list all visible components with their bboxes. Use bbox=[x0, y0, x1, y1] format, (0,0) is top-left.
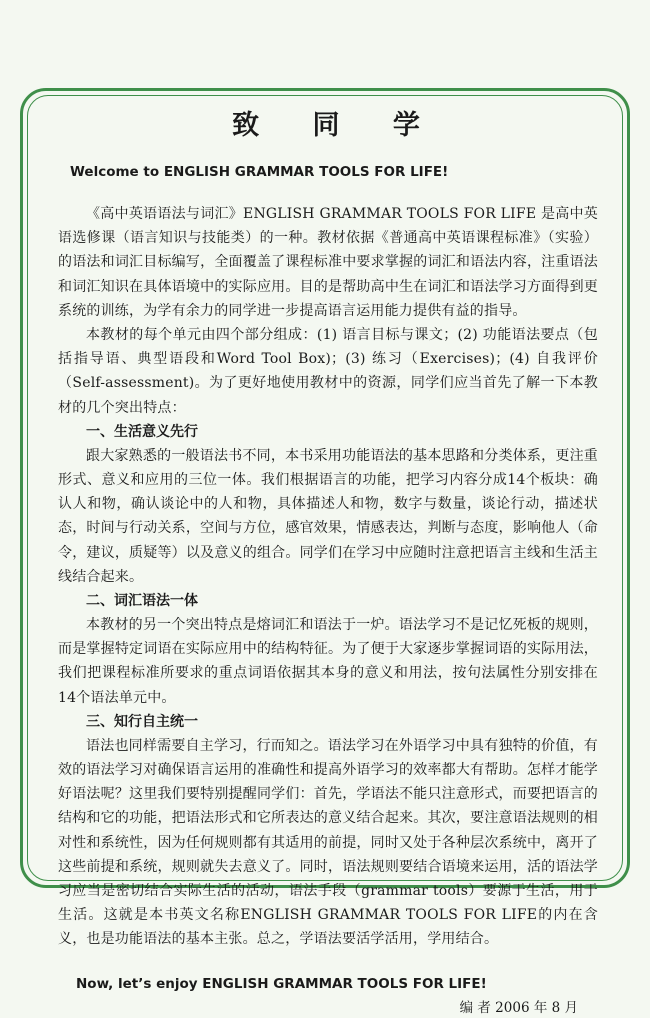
section-heading: 二、词汇语法一体 bbox=[86, 593, 198, 610]
section-paragraph: 语法也同样需要自主学习，行而知之。语法学习在外语学习中具有独特的价值，有效的语法学习对确保语言运用的准确性和提高外语学习的效率都大有帮助。怎样才能学好语法呢？这里我们要特别提醒同学们：首先，学语法不能只注意形式，而要把语言的结构和它的功能，把语法形式和它所表达的意义结合起来。其次，要注意语法规则的相对性和系统性，因为任何规则都有其适用的前提，同时又处于各种层次系统中，离开了这些前提和系统，规则就失去意义了。同时，语法规则要结合语境来运用，活的语法学习应当是密切结合实际生活的活动，语法手段（grammar tools）要源于生活，用于生活。这就是本书英文名称ENGLISH GRAMMAR TOOLS FOR LIFE的内在含义，也是功能语法的基本主张。总之，学语法要活学活用，学用结合。 bbox=[58, 737, 598, 948]
page-title: 致 同 学 bbox=[232, 110, 442, 141]
intro-paragraph: 本教材的每个单元由四个部分组成：(1) 语言目标与课文；(2) 功能语法要点（包括指导语、典型语段和Word Tool Box)；(3) 练习（Exercises)；(4) 自我评价（Self-assessment)。为了更好地使用教材中的资源，同学们应当首先了解一下本教材的几个突出特点： bbox=[58, 327, 598, 416]
signature: 编 者 2006 年 8 月 bbox=[459, 999, 578, 1016]
letter-body bbox=[58, 106, 598, 1018]
intro-paragraph: 《高中英语语法与词汇》ENGLISH GRAMMAR TOOLS FOR LIFE 是高中英语选修课（语言知识与技能类）的一种。教材依据《普通高中英语课程标准》（实验）的语法和词汇目标编写，全面覆盖了课程标准中要求掌握的词汇和语法内容，注重语法和词汇知识在具体语境中的实际应用。目的是帮助高中生在词汇和语法学习方面得到更系统的训练，为学有余力的同学进一步提高语言运用能力提供有益的指导。 bbox=[58, 206, 598, 319]
closing-line: Now, let’s enjoy ENGLISH GRAMMAR TOOLS FOR LIFE! bbox=[76, 975, 487, 992]
section-paragraph: 本教材的另一个突出特点是熔词汇和语法于一炉。语法学习不是记忆死板的规则，而是掌握特定词语在实际应用中的结构特征。为了便于大家逐步掌握词语的实际用法，我们把课程标准所要求的重点词语依据其本身的意义和用法，按句法属性分别安排在14个语法单元中。 bbox=[58, 617, 598, 706]
section-heading: 三、知行自主统一 bbox=[86, 713, 198, 730]
welcome-line: Welcome to ENGLISH GRAMMAR TOOLS FOR LIFE! bbox=[70, 164, 449, 180]
section-heading: 一、生活意义先行 bbox=[86, 423, 198, 440]
section-paragraph: 跟大家熟悉的一般语法书不同，本书采用功能语法的基本思路和分类体系，更注重形式、意义和应用的三位一体。我们根据语言的功能，把学习内容分成14个板块：确认人和物，确认谈论中的人和物，具体描述人和物，数字与数量，谈论行动，描述状态，时间与行动关系，空间与方位，感官效果，情感表达，判断与态度，影响他人（命令，建议，质疑等）以及意义的组合。同学们在学习中应随时注意把语言主线和生活主线结合起来。 bbox=[58, 447, 598, 585]
